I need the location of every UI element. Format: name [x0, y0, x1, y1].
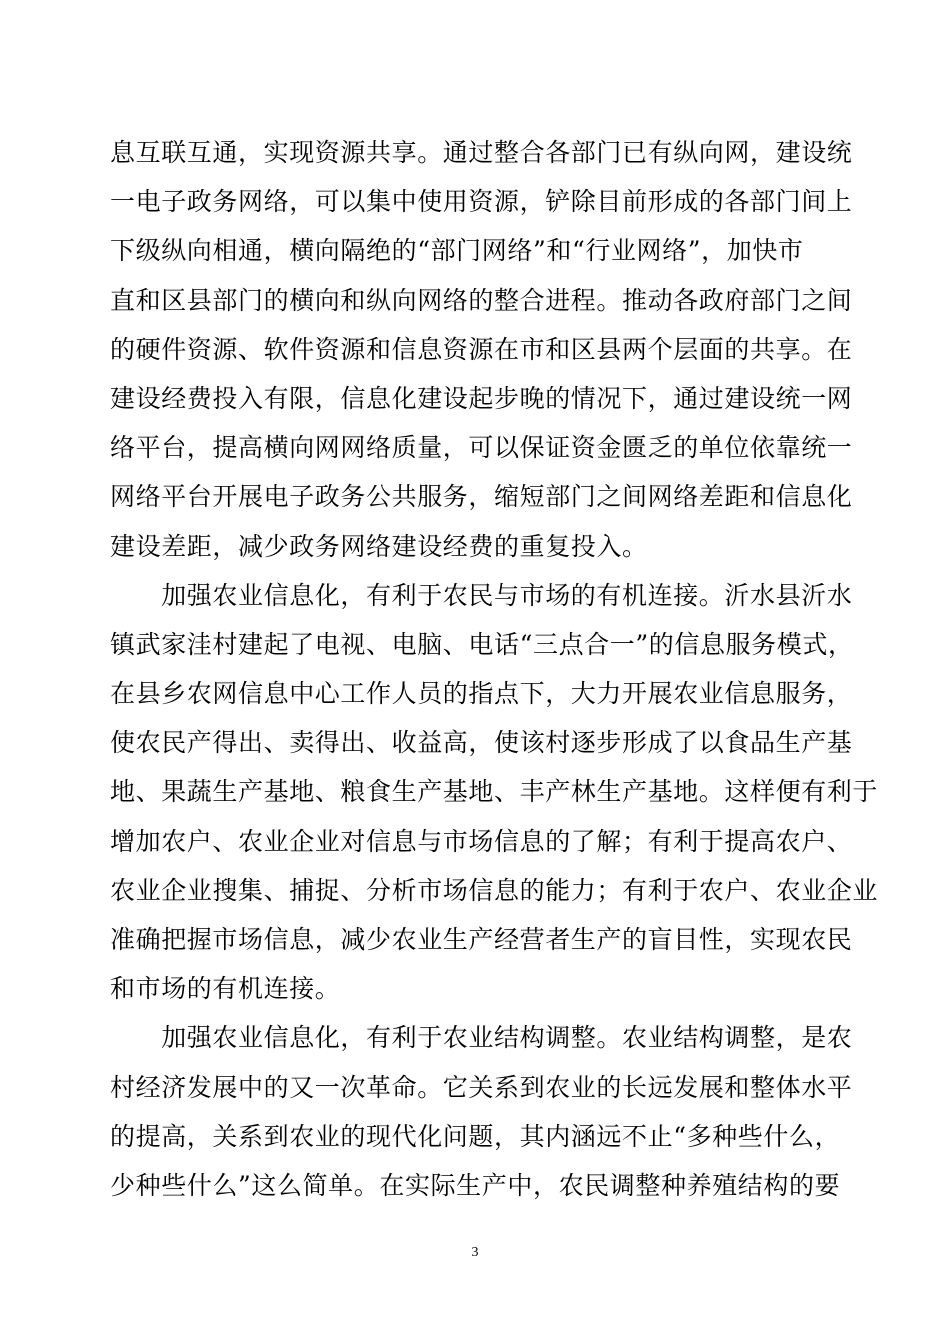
text-line: 加强农业信息化，有利于农民与市场的有机连接。沂水县沂水 [110, 580, 853, 610]
text-line: 加强农业信息化，有利于农业结构调整。农业结构调整，是农 [110, 1023, 853, 1053]
text-line: 一电子政务网络，可以集中使用资源，铲除目前形成的各部门间上 [110, 187, 853, 217]
text-line: 少种些什么”这么简单。在实际生产中，农民调整种养殖结构的要 [110, 1170, 841, 1200]
text-line: 地、果蔬生产基地、粮食生产基地、丰产林生产基地。这样便有利于 [110, 777, 879, 807]
text-line: 农业企业搜集、捕捉、分析市场信息的能力；有利于农户、农业企业 [110, 875, 879, 905]
text-line: 和市场的有机连接。 [110, 974, 341, 1004]
text-line: 的提高，关系到农业的现代化问题，其内涵远不止“多种些什么， [110, 1121, 841, 1151]
text-line: 建设经费投入有限，信息化建设起步晚的情况下，通过建设统一网 [110, 383, 853, 413]
text-line: 息互联互通，实现资源共享。通过整合各部门已有纵向网，建设统 [110, 138, 853, 167]
text-line: 建设差距，减少政务网络建设经费的重复投入。 [110, 531, 648, 561]
text-line: 在县乡农网信息中心工作人员的指点下，大力开展农业信息服务， [110, 679, 853, 709]
page-number: 3 [471, 1245, 479, 1260]
text-line: 络平台，提高横向网网络质量，可以保证资金匮乏的单位依靠统一 [110, 433, 853, 463]
text-line: 村经济发展中的又一次革命。它关系到农业的长远发展和整体水平 [110, 1072, 853, 1102]
text-line: 增加农户、农业企业对信息与市场信息的了解；有利于提高农户、 [110, 826, 853, 856]
text-line: 使农民产得出、卖得出、收益高，使该村逐步形成了以食品生产基 [110, 728, 853, 758]
text-line: 的硬件资源、软件资源和信息资源在市和区县两个层面的共享。在 [110, 334, 853, 364]
text-line: 网络平台开展电子政务公共服务，缩短部门之间网络差距和信息化 [110, 482, 853, 512]
text-line: 下级纵向相通，横向隔绝的“部门网络”和“行业网络”，加快市 [110, 236, 804, 266]
text-line: 镇武家洼村建起了电视、电脑、电话“三点合一”的信息服务模式， [110, 629, 854, 659]
body-text [110, 128, 879, 1210]
text-line: 直和区县部门的横向和纵向网络的整合进程。推动各政府部门之间 [110, 285, 853, 315]
text-line: 准确把握市场信息，减少农业生产经营者生产的盲目性，实现农民 [110, 925, 853, 954]
